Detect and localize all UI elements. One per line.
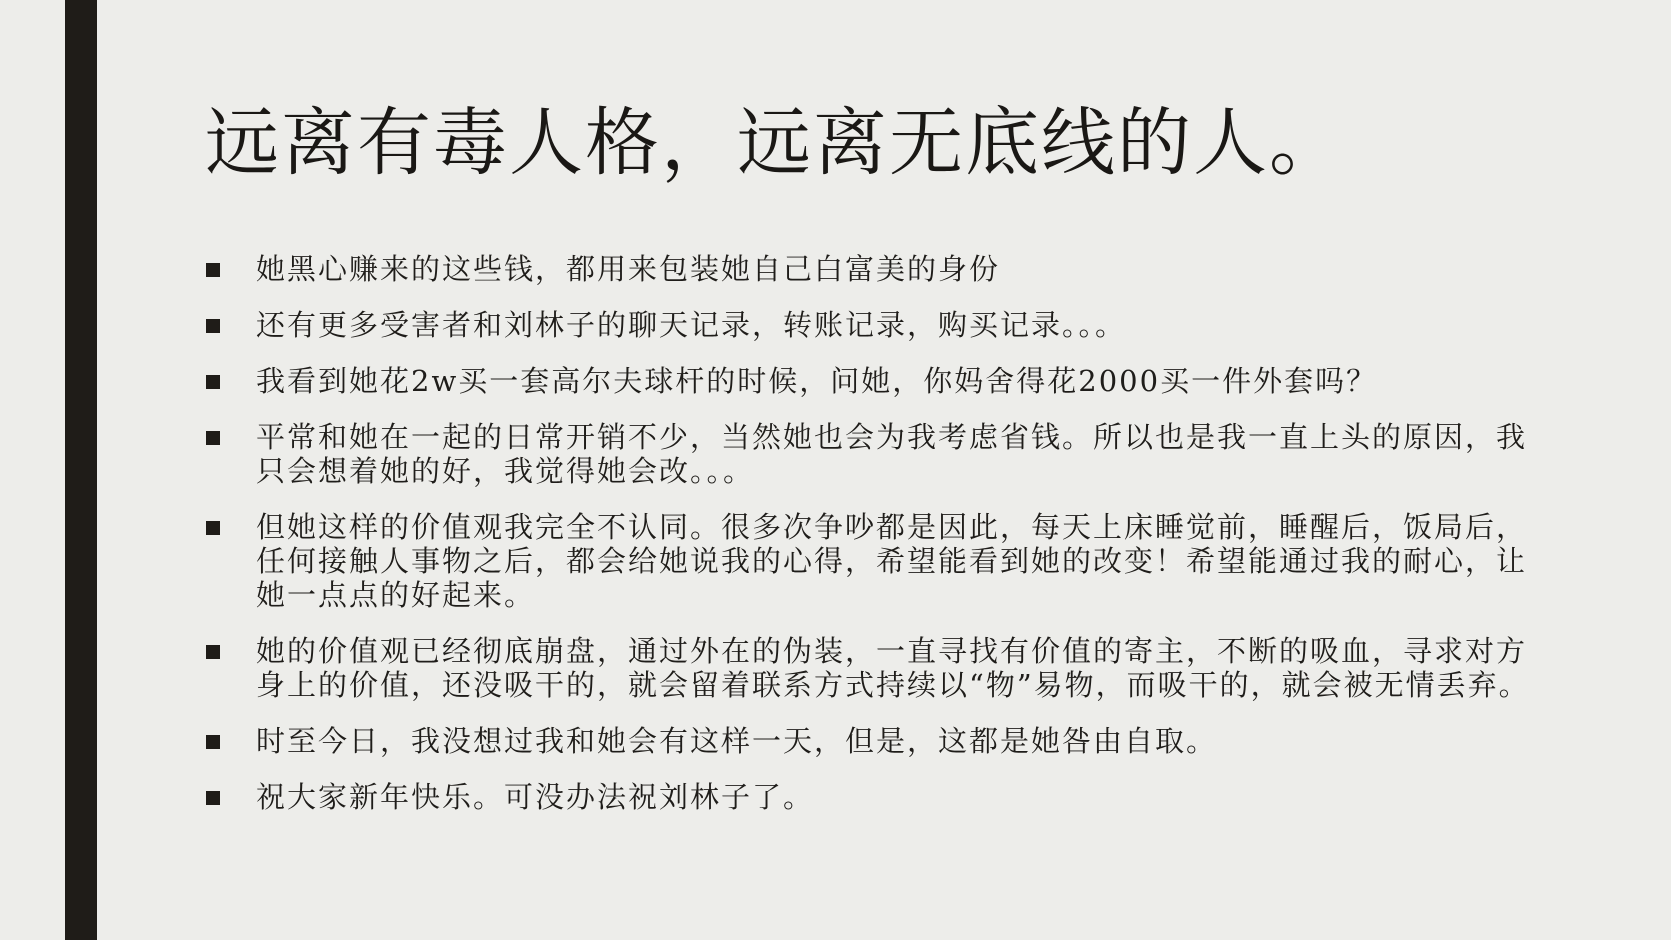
bullet-text: 我看到她花2w买一套高尔夫球杆的时候，问她，你妈舍得花2000买一件外套吗？ [256,364,1378,398]
square-bullet-icon [206,263,220,277]
accent-bar [65,0,97,940]
list-item [200,308,1530,342]
square-bullet-icon [206,645,220,659]
square-bullet-icon [206,319,220,333]
bullet-list [200,252,1530,836]
bullet-text: 时至今日，我没想过我和她会有这样一天，但是，这都是她咎由自取。 [256,724,1218,758]
bullet-text: 她的价值观已经彻底崩盘，通过外在的伪装，一直寻找有价值的寄主，不断的吸血，寻求对方身上的价值，还没吸干的，就会留着联系方式持续以“物”易物，而吸干的，就会被无情丢弃。 [256,634,1530,702]
square-bullet-icon [206,375,220,389]
slide-title: 远离有毒人格，远离无底线的人。 [205,100,1345,186]
square-bullet-icon [206,431,220,445]
list-item [200,780,1530,814]
list-item [200,364,1530,398]
bullet-text: 她黑心赚来的这些钱，都用来包装她自己白富美的身份 [256,252,1001,286]
list-item [200,510,1530,612]
square-bullet-icon [206,521,220,535]
square-bullet-icon [206,791,220,805]
bullet-text: 还有更多受害者和刘林子的聊天记录，转账记录，购买记录。。。 [256,308,1127,342]
bullet-text: 平常和她在一起的日常开销不少，当然她也会为我考虑省钱。所以也是我一直上头的原因，我只会想着她的好，我觉得她会改。。。 [256,420,1528,488]
bullet-text: 祝大家新年快乐。可没办法祝刘林子了。 [256,780,815,814]
list-item [200,634,1530,702]
list-item [200,420,1530,488]
bullet-text: 但她这样的价值观我完全不认同。很多次争吵都是因此，每天上床睡觉前，睡醒后，饭局后，任何接触人事物之后，都会给她说我的心得，希望能看到她的改变！希望能通过我的耐心，让她一点点的好起来。 [256,510,1528,612]
list-item [200,252,1530,286]
list-item [200,724,1530,758]
square-bullet-icon [206,735,220,749]
